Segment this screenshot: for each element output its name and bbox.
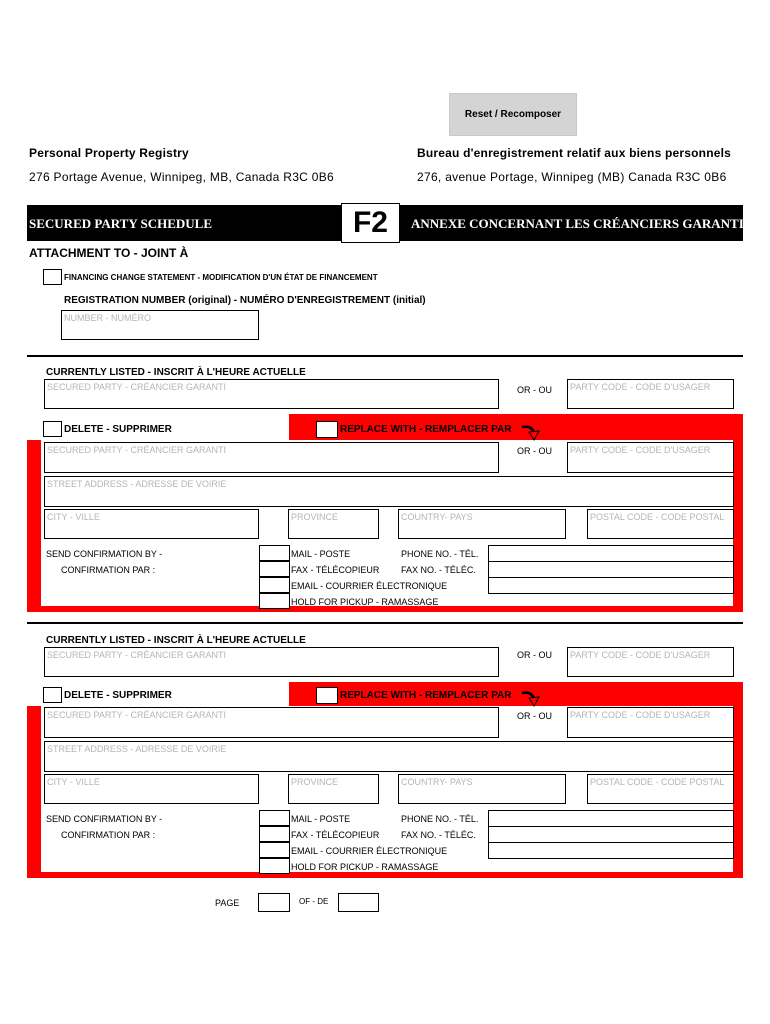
fax-label: FAX - TÉLÉCOPIEUR	[291, 830, 380, 840]
attachment-heading: ATTACHMENT TO - JOINT À	[29, 246, 189, 260]
form-code: F2	[341, 203, 400, 243]
current-secured-party-field[interactable]: SECURED PARTY - CRÉANCIER GARANTI	[44, 379, 499, 409]
email-label: EMAIL - COURRIER ÉLECTRONIQUE	[291, 581, 448, 591]
hold-label: HOLD FOR PICKUP - RAMASSAGE	[291, 862, 439, 872]
financing-change-checkbox[interactable]	[43, 269, 62, 285]
email-label: EMAIL - COURRIER ÉLECTRONIQUE	[291, 846, 448, 856]
registration-label: REGISTRATION NUMBER (original) - NUMÉRO D'ENREGISTREMENT (initial)	[64, 295, 426, 306]
fax-no-label: FAX NO. - TÉLÉC.	[401, 565, 476, 575]
phone-label: PHONE NO. - TÉL.	[401, 814, 479, 824]
schedule-title-en: SECURED PARTY SCHEDULE	[29, 216, 213, 231]
province-field[interactable]: PROVINCE	[288, 774, 379, 804]
replace-checkbox[interactable]	[316, 421, 338, 438]
current-party-code-field[interactable]: PARTY CODE - CODE D'USAGER	[567, 379, 734, 409]
new-party-code-field[interactable]: PARTY CODE - CODE D'USAGER	[567, 707, 734, 738]
hold-checkbox[interactable]	[259, 858, 290, 874]
new-party-code-field[interactable]: PARTY CODE - CODE D'USAGER	[567, 442, 734, 473]
postal-code-field[interactable]: POSTAL CODE - CODE POSTAL	[587, 774, 734, 804]
new-secured-party-field[interactable]: SECURED PARTY - CRÉANCIER GARANTI	[44, 707, 499, 738]
phone-field[interactable]	[488, 545, 734, 562]
current-party-code-field[interactable]: PARTY CODE - CODE D'USAGER	[567, 647, 734, 677]
mail-checkbox[interactable]	[259, 810, 290, 826]
fax-checkbox[interactable]	[259, 561, 290, 577]
province-field[interactable]: PROVINCE	[288, 509, 379, 539]
currently-listed-heading: CURRENTLY LISTED - INSCRIT À L'HEURE ACTUELLE	[46, 635, 306, 646]
hold-label: HOLD FOR PICKUP - RAMASSAGE	[291, 597, 439, 607]
hold-checkbox[interactable]	[259, 593, 290, 609]
city-field[interactable]: CITY - VILLE	[44, 509, 259, 539]
fax-label: FAX - TÉLÉCOPIEUR	[291, 565, 380, 575]
current-secured-party-field[interactable]: SECURED PARTY - CRÉANCIER GARANTI	[44, 647, 499, 677]
or-label: OR - OU	[517, 385, 552, 395]
or-label: OR - OU	[517, 650, 552, 660]
divider	[27, 622, 743, 624]
mail-label: MAIL - POSTE	[291, 814, 351, 824]
email-field[interactable]	[488, 842, 734, 859]
currently-listed-heading: CURRENTLY LISTED - INSCRIT À L'HEURE ACTUELLE	[46, 367, 306, 378]
postal-code-field[interactable]: POSTAL CODE - CODE POSTAL	[587, 509, 734, 539]
reset-button[interactable]: Reset / Recomposer	[449, 93, 577, 136]
page-label: PAGE	[215, 898, 240, 908]
or-label: OR - OU	[517, 446, 552, 456]
registration-number-field[interactable]: NUMBER - NUMÉRO	[61, 310, 259, 340]
country-field[interactable]: COUNTRY- PAYS	[398, 774, 566, 804]
delete-label: DELETE - SUPPRIMER	[64, 690, 172, 701]
registry-address-fr: 276, avenue Portage, Winnipeg (MB) Canada R3C 0B6	[417, 170, 727, 184]
email-field[interactable]	[488, 577, 734, 594]
schedule-title-fr: ANNEXE CONCERNANT LES CRÉANCIERS GARANTIS	[411, 216, 751, 231]
of-label: OF - DE	[299, 897, 329, 906]
country-field[interactable]: COUNTRY- PAYS	[398, 509, 566, 539]
replace-checkbox[interactable]	[316, 687, 338, 704]
delete-checkbox[interactable]	[43, 687, 62, 703]
replace-label: REPLACE WITH - REMPLACER PAR	[340, 690, 512, 701]
registry-title-fr: Bureau d'enregistrement relatif aux biens personnels	[417, 146, 732, 160]
email-checkbox[interactable]	[259, 577, 290, 593]
registry-address-en: 276 Portage Avenue, Winnipeg, MB, Canada R3C 0B6	[29, 170, 335, 184]
or-label: OR - OU	[517, 711, 552, 721]
page-number-field[interactable]	[258, 893, 290, 912]
divider	[27, 355, 743, 357]
delete-checkbox[interactable]	[43, 421, 62, 437]
street-address-field[interactable]: STREET ADDRESS - ADRESSE DE VOIRIE	[44, 476, 734, 507]
replace-label: REPLACE WITH - REMPLACER PAR	[340, 424, 512, 435]
email-checkbox[interactable]	[259, 842, 290, 858]
delete-label: DELETE - SUPPRIMER	[64, 424, 172, 435]
phone-label: PHONE NO. - TÉL.	[401, 549, 479, 559]
send-confirmation-label: SEND CONFIRMATION BY -	[46, 814, 163, 824]
send-confirmation-label: SEND CONFIRMATION BY -	[46, 549, 163, 559]
fax-no-label: FAX NO. - TÉLÉC.	[401, 830, 476, 840]
city-field[interactable]: CITY - VILLE	[44, 774, 259, 804]
street-address-field[interactable]: STREET ADDRESS - ADRESSE DE VOIRIE	[44, 741, 734, 772]
curved-arrow-icon	[520, 421, 544, 443]
fax-checkbox[interactable]	[259, 826, 290, 842]
new-secured-party-field[interactable]: SECURED PARTY - CRÉANCIER GARANTI	[44, 442, 499, 473]
registry-title-en: Personal Property Registry	[29, 146, 189, 160]
mail-checkbox[interactable]	[259, 545, 290, 561]
phone-field[interactable]	[488, 810, 734, 827]
mail-label: MAIL - POSTE	[291, 549, 351, 559]
curved-arrow-icon	[520, 687, 544, 709]
confirmation-par-label: CONFIRMATION PAR :	[61, 565, 156, 575]
page-total-field[interactable]	[338, 893, 379, 912]
fax-no-field[interactable]	[488, 826, 734, 843]
confirmation-par-label: CONFIRMATION PAR :	[61, 830, 156, 840]
financing-change-label: FINANCING CHANGE STATEMENT - MODIFICATION D'UN ÉTAT DE FINANCEMENT	[64, 273, 378, 282]
fax-no-field[interactable]	[488, 561, 734, 578]
